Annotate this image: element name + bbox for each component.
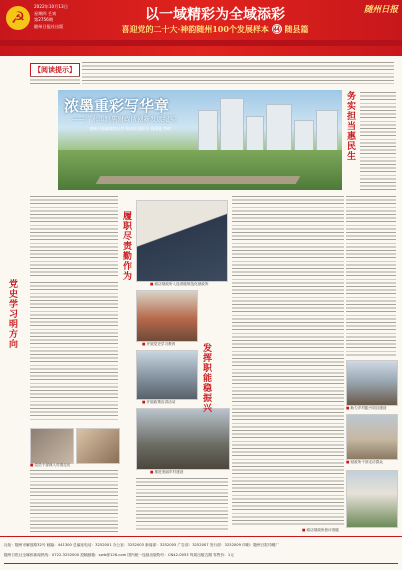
header-ribbon [0,40,402,46]
caption-6: ■ 财政所干部走访群众 [346,460,383,465]
masthead-logo: 随州日报 [363,5,398,15]
article-text [30,196,118,276]
article-text [360,92,396,190]
article-text [346,196,396,356]
caption-7: ■ 助力乡村振兴项目建设 [346,406,386,411]
caption-4: ■ 党员干部深入村湾走访 [30,463,70,468]
photo-7 [346,360,398,406]
page-footer [0,536,402,570]
issue-info [34,4,96,32]
section-heading-1: 务实担当惠民生 [346,92,356,162]
subhead-text: 喜迎党的二十大·神韵随州100个发展样本 [121,24,269,34]
intro-text-block [82,62,394,84]
subhead-tail: 随县篇 [284,24,309,34]
issue-line: 第2756期 [34,17,54,22]
article-text [30,470,118,532]
photo-8 [346,470,398,528]
page-header [0,0,402,56]
footer-rule [4,563,398,564]
photo-6 [76,428,120,464]
issue-line: 随州日报社出版 [34,23,64,29]
section-heading-4: 发挥职能稳振兴 [202,344,212,414]
caption-8: ■ 骆店财政所获评省级 [302,528,339,533]
hero-title: 浓墨重彩写华章 [64,97,170,115]
photo-1 [136,200,228,282]
caption-5: ■ 推进美丽乡村建设 [150,470,183,475]
photo-3 [136,350,198,400]
issue-line: 2022年10月13日 [34,4,68,9]
photo-2 [136,290,198,342]
section-heading-2: 党史学习明方向 [8,280,18,350]
article-text [232,196,344,526]
page-subhead [100,24,330,36]
article-text [136,478,228,532]
party-emblem-icon: ☭ [6,6,30,30]
intro-tag: 【阅读提示】 [30,63,80,77]
photo-5 [136,408,230,470]
photo-6b [346,414,398,460]
photo-4 [30,428,74,464]
hero-byline: 随州日报融媒体记者 张诗雨 通讯员 周泓斐 李明 [90,126,171,131]
subhead-badge: ㊹ [272,24,281,34]
article-text [30,282,118,422]
section-heading-3: 履职尽责勤作为 [122,212,132,282]
footer-line-1: 社址：随州市解放路32号 邮编：441300 总编室电话：3252001 办公室：3252003 新闻部：3252005 广告部：3252007 发行部：3252009 印刷：随州日报印刷厂 [4,543,280,547]
hero-subtitle: ——广水市骆店财政所创新发展纪实 [72,115,176,123]
issue-line: 星期四 壬寅 [34,10,57,16]
caption-3: ■ 开展政策宣讲活动 [142,400,175,405]
caption-1: ■ 骆店财政所入选省级规范化财政所 [150,282,208,287]
page-headline: 以一域精彩为全域添彩 [145,7,285,23]
intro-text-block [30,76,80,84]
caption-2: ■ 开展党史学习教育 [142,342,175,347]
footer-line-2: 随州日报社全媒体新闻热线：0722-3252000 投稿邮箱：szrb@126.com 国内统一连续出版物号：CN42-0053 每周出版五期 零售价：1元 [4,553,234,557]
